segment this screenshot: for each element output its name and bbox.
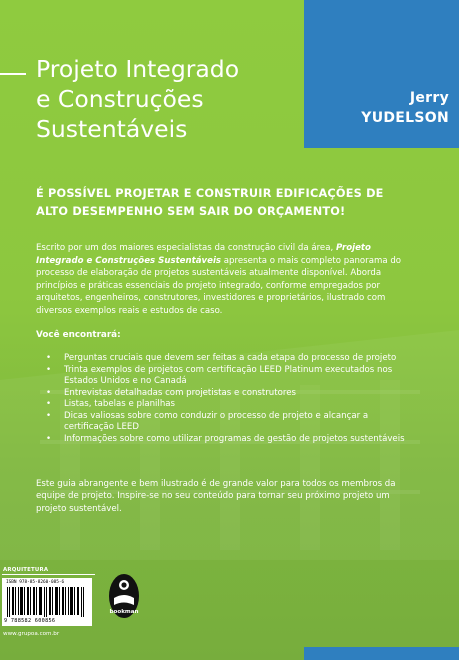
publisher-website: www.grupoa.com.br	[3, 631, 60, 637]
author-last-name: YUDELSON	[361, 110, 449, 126]
category-label: ARQUITETURA	[3, 567, 49, 573]
intro-paragraph	[36, 242, 416, 317]
ean-digits: 9 788582 600856	[4, 618, 56, 624]
headline	[36, 185, 436, 221]
list-item: • Entrevistas detalhadas com projetistas e construtores	[44, 388, 414, 400]
headline-line-1: É POSSÍVEL PROJETAR E CONSTRUIR EDIFICAÇÕES DE	[36, 187, 384, 200]
list-item: • Perguntas cruciais que devem ser feitas a cada etapa do processo de projeto	[44, 353, 414, 365]
barcode-panel	[2, 578, 92, 626]
bottom-accent-bar	[304, 647, 459, 660]
list-item: • Listas, tabelas e planilhas	[44, 399, 414, 411]
bookman-logo-icon	[107, 572, 141, 622]
book-title	[36, 54, 286, 144]
intro-book-title: Projeto Integrado e Construções Sustentáveis	[36, 243, 371, 266]
title-accent-rule	[0, 73, 26, 75]
isbn-text: ISBN 978-85-8260-085-6	[6, 580, 65, 585]
title-line-1: Projeto Integrado	[36, 55, 240, 83]
intro-text-after: apresenta o mais completo panorama do processo de elaboração de projetos sustentáveis atualmente disponível. Aborda princípios e práticas essenciais do projeto integrado, conforme empregados por arquitetos, engenheiros, construtores, investidores e proprietários, ilustrado com diversos exemplos reais e estudos de caso.	[36, 255, 402, 316]
list-item: • Informações sobre como utilizar programas de gestão de projetos sustentáveis	[44, 434, 414, 446]
feature-list	[44, 353, 414, 445]
category-divider	[2, 574, 95, 575]
list-item: • Dicas valiosas sobre como conduzir o processo de projeto e alcançar a certificação LEED	[44, 411, 414, 434]
section-label: Você encontrará:	[36, 330, 121, 340]
logo-wordmark: bookman	[109, 609, 139, 615]
intro-text-before: Escrito por um dos maiores especialistas da construção civil da área,	[36, 243, 336, 253]
author-first-name: Jerry	[409, 90, 449, 106]
barcode-image	[7, 587, 87, 617]
title-line-2: e Construções	[36, 85, 204, 113]
list-item: • Trinta exemplos de projetos com certificação LEED Platinum executados nos Estados Unidos e no Canadá	[44, 365, 414, 388]
author-panel	[304, 0, 459, 148]
title-line-3: Sustentáveis	[36, 115, 188, 143]
closing-paragraph: Este guia abrangente e bem ilustrado é de grande valor para todos os membros da equipe de projeto. Inspire-se no seu conteúdo para tornar seu próximo projeto um projeto sustentável.	[36, 479, 396, 514]
headline-line-2: ALTO DESEMPENHO SEM SAIR DO ORÇAMENTO!	[36, 205, 346, 218]
author-name	[361, 88, 449, 128]
